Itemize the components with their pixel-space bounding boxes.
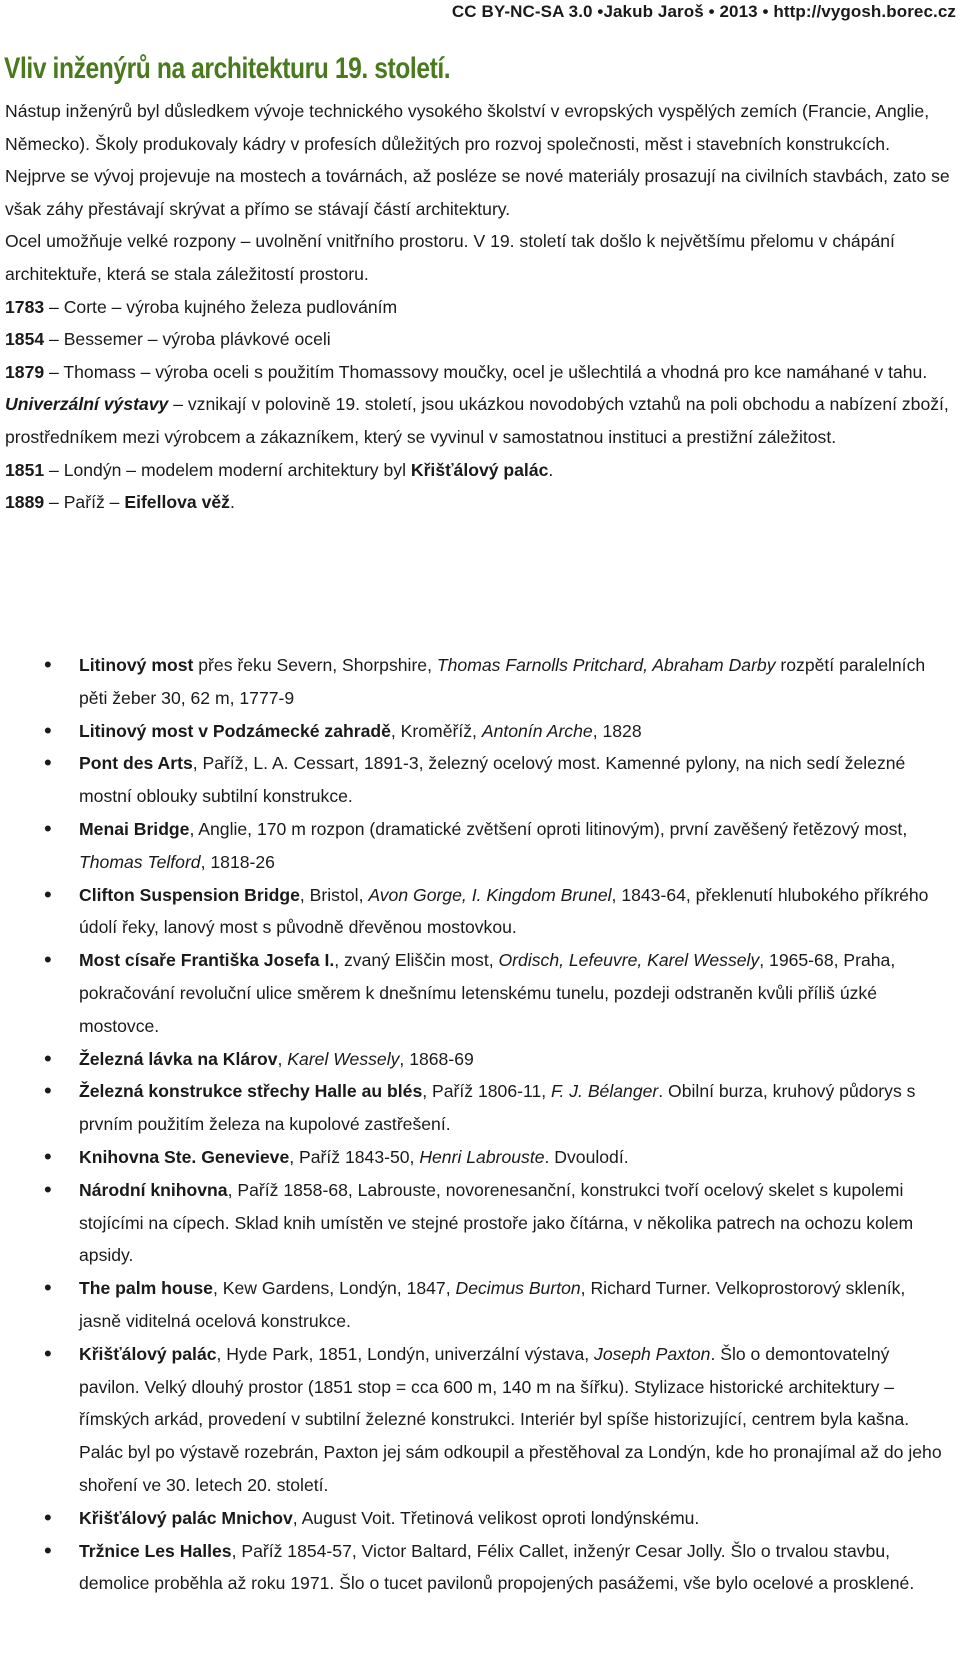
text-run: , 1828 <box>592 720 642 741</box>
emphasis-text: Karel Wessely <box>287 1048 400 1069</box>
emphasis-text: Eifellova věž <box>124 492 230 513</box>
list-item <box>0 879 950 945</box>
text-run: – Bessemer – výroba plávkové oceli <box>44 329 331 350</box>
text-run: , Hyde Park, 1851, Londýn, univerzální výstava, <box>216 1343 595 1364</box>
text-run: – vznikají v polovině 19. století, jsou ukázkou novodobých vztahů na poli obchodu a nabízení zboží, prostředníkem mezi výrobcem a zákazníkem, který se vyvinul v samostatnou instituci a prestižní záležitost. <box>5 394 949 447</box>
paragraph <box>5 486 950 519</box>
text-run: , 1818-26 <box>200 851 275 872</box>
emphasis-text: Decimus Burton <box>455 1278 581 1299</box>
list-item <box>0 649 950 715</box>
text-run: Ocel umožňuje velké rozpony – uvolnění vnitřního prostoru. V 19. století tak došlo k největšímu přelomu v chápání architektuře, která se stala záležitostí prostoru. <box>5 231 895 284</box>
text-run: , Paříž 1806-11, <box>422 1081 551 1102</box>
emphasis-text: The palm house <box>79 1278 213 1299</box>
emphasis-text: 1889 <box>5 492 45 513</box>
text-run: – Paříž – <box>44 492 125 513</box>
text-run: , Paříž 1858-68, Labrouste, novorenesanční, konstrukci tvoří ocelový skelet s kupolemi stojícími na cípech. Sklad knih umístěn ve stejné prostoře jako čítárna, v několika patrech na ochozu kolem apsidy. <box>79 1179 914 1266</box>
page-title: Vliv inženýrů na architekturu 19. století. <box>4 52 451 85</box>
emphasis-text: 1879 <box>5 361 45 382</box>
list-item <box>0 1338 950 1502</box>
paragraph <box>5 95 950 225</box>
text-run: , 1965-68, Praha, pokračování revoluční ulice směrem k dnešnímu letenskému tunelu, pozdeji odstraněn kvůli příliš úzké mostovce. <box>79 950 896 1036</box>
text-run: , Kew Gardens, Londýn, 1847, <box>212 1278 456 1299</box>
emphasis-text: Pont des Arts <box>79 753 193 774</box>
paragraph <box>5 323 950 356</box>
emphasis-text: Litinový most v Podzámecké zahradě <box>79 720 391 741</box>
text-run: . <box>229 492 235 513</box>
paragraph <box>5 356 950 389</box>
list-item <box>0 813 950 879</box>
emphasis-text: Národní knihovna <box>79 1179 228 1200</box>
list-item <box>0 1075 950 1141</box>
list-item <box>0 1502 950 1535</box>
emphasis-text: Litinový most <box>79 655 194 675</box>
text-run: , 1868-69 <box>399 1048 474 1069</box>
text-run: – Londýn – modelem moderní architektury byl <box>44 459 411 480</box>
text-run: , zvaný Eliščin most, <box>334 950 499 971</box>
buildings-list <box>0 649 950 1600</box>
text-run: – Thomass – výroba oceli s použitím Thomassovy moučky, ocel je ušlechtilá a vhodná pro kce namáhané v tahu. <box>44 361 928 382</box>
emphasis-text: Joseph Paxton <box>594 1343 711 1364</box>
paragraph <box>5 388 950 453</box>
emphasis-text: Avon Gorge, I. Kingdom Brunel <box>368 884 612 905</box>
emphasis-text: Železná lávka na Klárov <box>79 1048 278 1069</box>
text-run: , Paříž, L. A. Cessart, 1891-3, železný ocelový most. Kamenné pylony, na nich sedí železné mostní oblouky subtilní konstrukce. <box>79 753 906 807</box>
list-item <box>0 1174 950 1272</box>
emphasis-text: Antonín Arche <box>481 720 593 741</box>
text-run: , Richard Turner. Velkoprostorový skleník, jasně viditelná ocelová konstrukce. <box>79 1278 906 1331</box>
text-run: přes řeku Severn, Shorpshire, <box>193 655 437 675</box>
list-item <box>0 747 950 813</box>
text-run: Nástup inženýrů byl důsledkem vývoje technického vysokého školství v evropských vyspělých zemích (Francie, Anglie, Německo). Školy produkovaly kádry v profesích důležitých pro rozvoj společnosti, měst i stavebních konstrukcích. Nejprve se vývoj projevuje na mostech a továrnách, až posléze se nové materiály prosazují na civilních stavbách, zato se však záhy přestávají skrývat a přímo se stávají částí architektury. <box>5 101 950 219</box>
list-item <box>0 715 950 748</box>
list-item <box>0 944 950 1042</box>
emphasis-text: Křišťálový palác Mnichov <box>79 1507 293 1528</box>
emphasis-text: Železná konstrukce střechy Halle au blés <box>79 1081 423 1102</box>
emphasis-text: Henri Labrouste <box>419 1146 545 1167</box>
emphasis-text: Univerzální výstavy <box>5 394 169 415</box>
paragraph <box>5 225 950 290</box>
intro-text <box>5 95 950 519</box>
emphasis-text: Knihovna Ste. Genevieve <box>79 1146 290 1167</box>
emphasis-text: Tržnice Les Halles <box>79 1540 232 1561</box>
list-item <box>0 1272 950 1338</box>
emphasis-text: Křišťálový palác <box>79 1343 217 1364</box>
list-item <box>0 1141 950 1174</box>
list-item <box>0 1043 950 1076</box>
paragraph <box>5 291 950 324</box>
emphasis-text: Thomas Telford <box>79 851 201 872</box>
text-run: , Anglie, 170 m rozpon (dramatické zvětšení oproti litinovým), první zavěšený řetězový most, <box>189 818 908 839</box>
emphasis-text: 1783 <box>5 296 45 317</box>
text-run: , 1843-64, překlenutí hlubokého příkrého údolí řeky, lanový most s původně dřevěnou mostovkou. <box>79 884 929 938</box>
text-run: . Obilní burza, kruhový půdorys s prvním použitím železa na kupolové zastřešení. <box>79 1081 916 1135</box>
emphasis-text: Clifton Suspension Bridge <box>79 884 300 905</box>
emphasis-text: Thomas Farnolls Pritchard, Abraham Darby <box>436 655 776 675</box>
list-item <box>0 1535 950 1601</box>
text-run: . Šlo o demontovatelný pavilon. Velký dlouhý prostor (1851 stop = cca 600 m, 140 m na šířku). Stylizace historické architektury – římských arkád, provedení v subtilní železné konstrukci. Interiér byl spíše historizující, centrem byla kašna. Palác byl po výstavě rozebrán, Paxton jej sám odkoupil a přestěhoval za Londýn, kde ho pronajímal až do jeho shoření ve 30. letech 20. století. <box>79 1343 942 1495</box>
emphasis-text: Křišťálový palác <box>410 459 549 480</box>
emphasis-text: Ordisch, Lefeuvre, Karel Wessely <box>498 950 760 971</box>
text-run: , August Voit. Třetinová velikost oproti londýnskému. <box>292 1507 700 1528</box>
text-run: , Kroměříž, <box>390 720 482 741</box>
paragraph <box>5 454 950 487</box>
emphasis-text: 1851 <box>5 459 45 480</box>
text-run: – Corte – výroba kujného železa pudlováním <box>44 296 398 317</box>
emphasis-text: F. J. Bélanger <box>551 1081 659 1102</box>
text-run: , Bristol, <box>299 884 369 905</box>
text-run: , Paříž 1854-57, Victor Baltard, Félix Callet, inženýr Cesar Jolly. Šlo o trvalou stavbu, demolice proběhla až roku 1971. Šlo o tucet pavilonů propojených pasážemi, vše bylo ocelové a prosklené. <box>79 1540 915 1594</box>
text-run: , <box>277 1048 288 1069</box>
text-run: , Paříž 1843-50, <box>289 1146 420 1167</box>
emphasis-text: 1854 <box>5 329 45 350</box>
text-run: rozpětí paralelních pěti žeber 30, 62 m, 1777-9 <box>79 655 926 708</box>
emphasis-text: Most císaře Františka Josefa I. <box>79 950 335 971</box>
license-header: CC BY-NC-SA 3.0 •Jakub Jaroš • 2013 • http://vygosh.borec.cz <box>451 2 956 21</box>
text-run: . <box>548 459 554 480</box>
text-run: . Dvoulodí. <box>544 1146 629 1167</box>
emphasis-text: Menai Bridge <box>79 818 190 839</box>
